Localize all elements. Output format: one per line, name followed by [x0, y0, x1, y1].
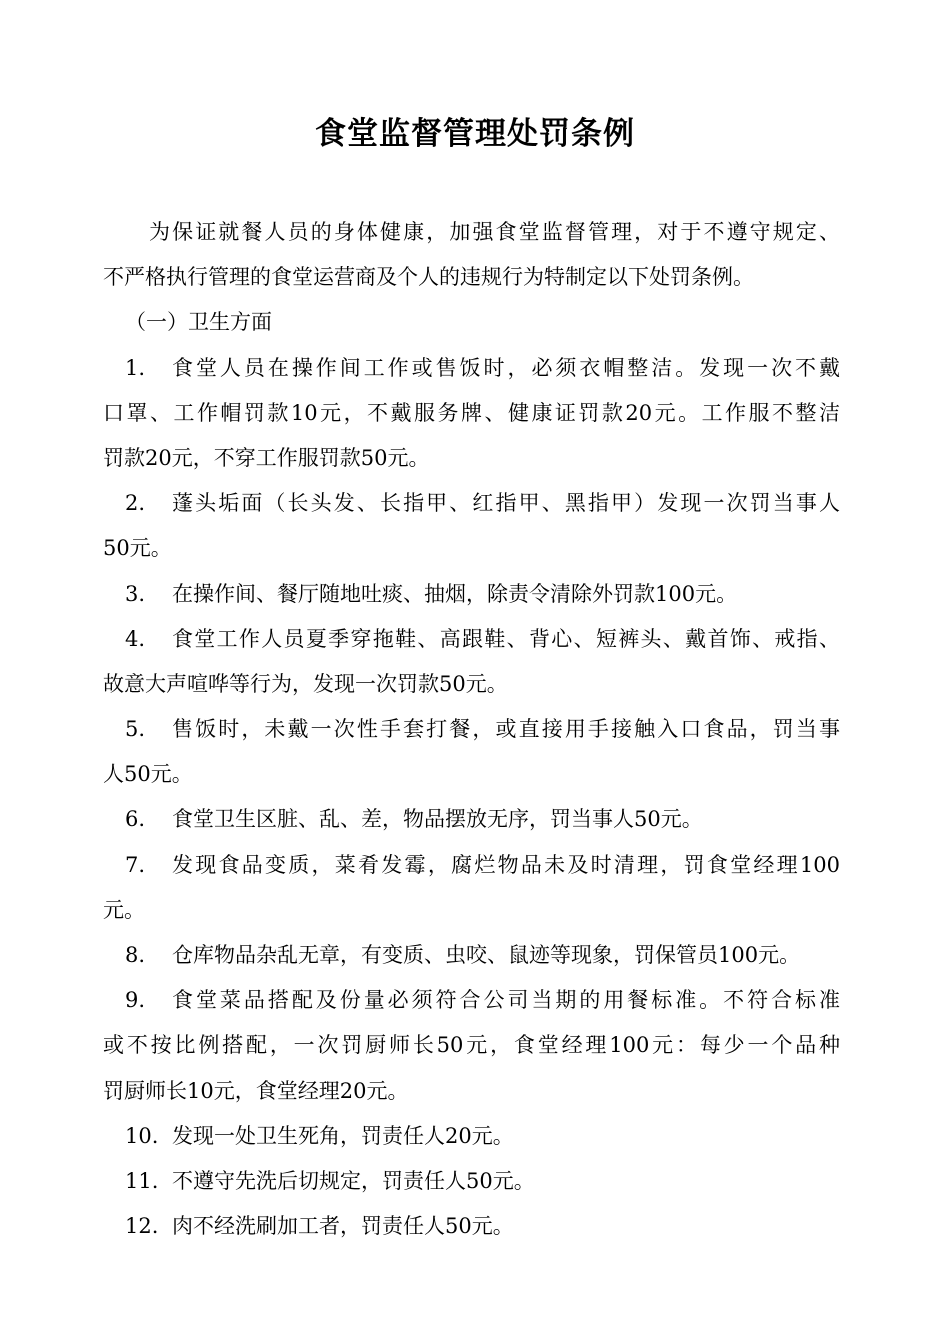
- rule-text: 售饭时，未戴一次性手套打餐，或直接用手接触入口食品，罚当事: [172, 717, 840, 742]
- rule-continuation-line: 元。: [103, 897, 145, 922]
- rule-number: 4.: [125, 626, 146, 651]
- rule-text: 发现食品变质，菜肴发霉，腐烂物品未及时清理，罚食堂经理100: [172, 852, 840, 877]
- rule-first-line: [103, 933, 840, 978]
- rule-first-line: [103, 978, 840, 1023]
- rules-list: [103, 346, 840, 1250]
- rule-continuation-line: 或不按比例搭配，一次罚厨师长50元，食堂经理100元：每少一个品种: [103, 1033, 840, 1058]
- rule-number: 11.: [125, 1168, 159, 1193]
- rule-text: 食堂卫生区脏、乱、差，物品摆放无序，罚当事人50元。: [172, 807, 703, 832]
- rule-text: 蓬头垢面（长头发、长指甲、红指甲、黑指甲）发现一次罚当事人: [172, 491, 840, 516]
- rule-number: 6.: [125, 807, 146, 832]
- rule-item: [103, 1114, 840, 1159]
- rule-text: 食堂工作人员夏季穿拖鞋、高跟鞋、背心、短裤头、戴首饰、戒指、: [172, 626, 840, 651]
- rule-continuation-line: 罚厨师长10元，食堂经理20元。: [103, 1078, 409, 1103]
- rule-number: 1.: [125, 355, 146, 380]
- rule-item: [103, 797, 840, 842]
- document-body: [103, 210, 840, 1249]
- rule-first-line: [103, 481, 840, 526]
- rule-first-line: [103, 797, 840, 842]
- rule-item: [103, 1159, 840, 1204]
- rule-continuation-line: 人50元。: [103, 762, 193, 787]
- rule-continuation-line: 罚款20元，不穿工作服罚款50元。: [103, 445, 430, 470]
- rule-number: 7.: [125, 852, 146, 877]
- rule-first-line: [103, 572, 840, 617]
- rule-first-line: [103, 707, 840, 752]
- rule-text: 仓库物品杂乱无章，有变质、虫咬、鼠迹等现象，罚保管员100元。: [172, 943, 801, 967]
- rule-number: 8.: [125, 943, 146, 967]
- rule-first-line: [103, 346, 840, 391]
- intro-line: 不严格执行管理的食堂运营商及个人的违规行为特制定以下处罚条例。: [103, 265, 754, 290]
- rule-number: 12.: [125, 1214, 159, 1239]
- rule-number: 10.: [125, 1123, 159, 1148]
- rule-first-line: [103, 843, 840, 888]
- rule-number: 2.: [125, 491, 146, 516]
- rule-text: 发现一处卫生死角，罚责任人20元。: [172, 1123, 514, 1148]
- rule-item: [103, 617, 840, 707]
- document-title: 食堂监督管理处罚条例: [315, 116, 635, 152]
- rule-item: [103, 346, 840, 482]
- rule-continuation-line: 口罩、工作帽罚款10元，不戴服务牌、健康证罚款20元。工作服不整洁: [103, 400, 840, 425]
- rule-text: 在操作间、餐厅随地吐痰、抽烟，除责令清除外罚款100元。: [172, 581, 738, 606]
- rule-number: 9.: [125, 988, 146, 1013]
- rule-number: 3.: [125, 581, 146, 606]
- rule-text: 肉不经洗刷加工者，罚责任人50元。: [172, 1214, 514, 1239]
- rule-text: 食堂人员在操作间工作或售饭时，必须衣帽整洁。发现一次不戴: [172, 355, 840, 380]
- rule-item: [103, 707, 840, 797]
- rule-first-line: [103, 1159, 840, 1204]
- rule-item: [103, 481, 840, 571]
- intro-line: 为保证就餐人员的身体健康，加强食堂监督管理，对于不遵守规定、: [149, 220, 840, 244]
- rule-item: [103, 978, 840, 1114]
- rule-item: [103, 843, 840, 933]
- rule-continuation-line: 故意大声喧哗等行为，发现一次罚款50元。: [103, 671, 508, 696]
- rule-text: 食堂菜品搭配及份量必须符合公司当期的用餐标准。不符合标准: [172, 988, 840, 1013]
- rule-item: [103, 933, 840, 978]
- rule-first-line: [103, 1204, 840, 1249]
- rule-item: [103, 1204, 840, 1249]
- rule-number: 5.: [125, 717, 146, 742]
- rule-first-line: [103, 1114, 840, 1159]
- rule-item: [103, 572, 840, 617]
- rule-first-line: [103, 617, 840, 662]
- rule-text: 不遵守先洗后切规定，罚责任人50元。: [172, 1168, 535, 1193]
- rule-continuation-line: 50元。: [103, 536, 172, 561]
- section-heading: （一）卫生方面: [125, 310, 272, 335]
